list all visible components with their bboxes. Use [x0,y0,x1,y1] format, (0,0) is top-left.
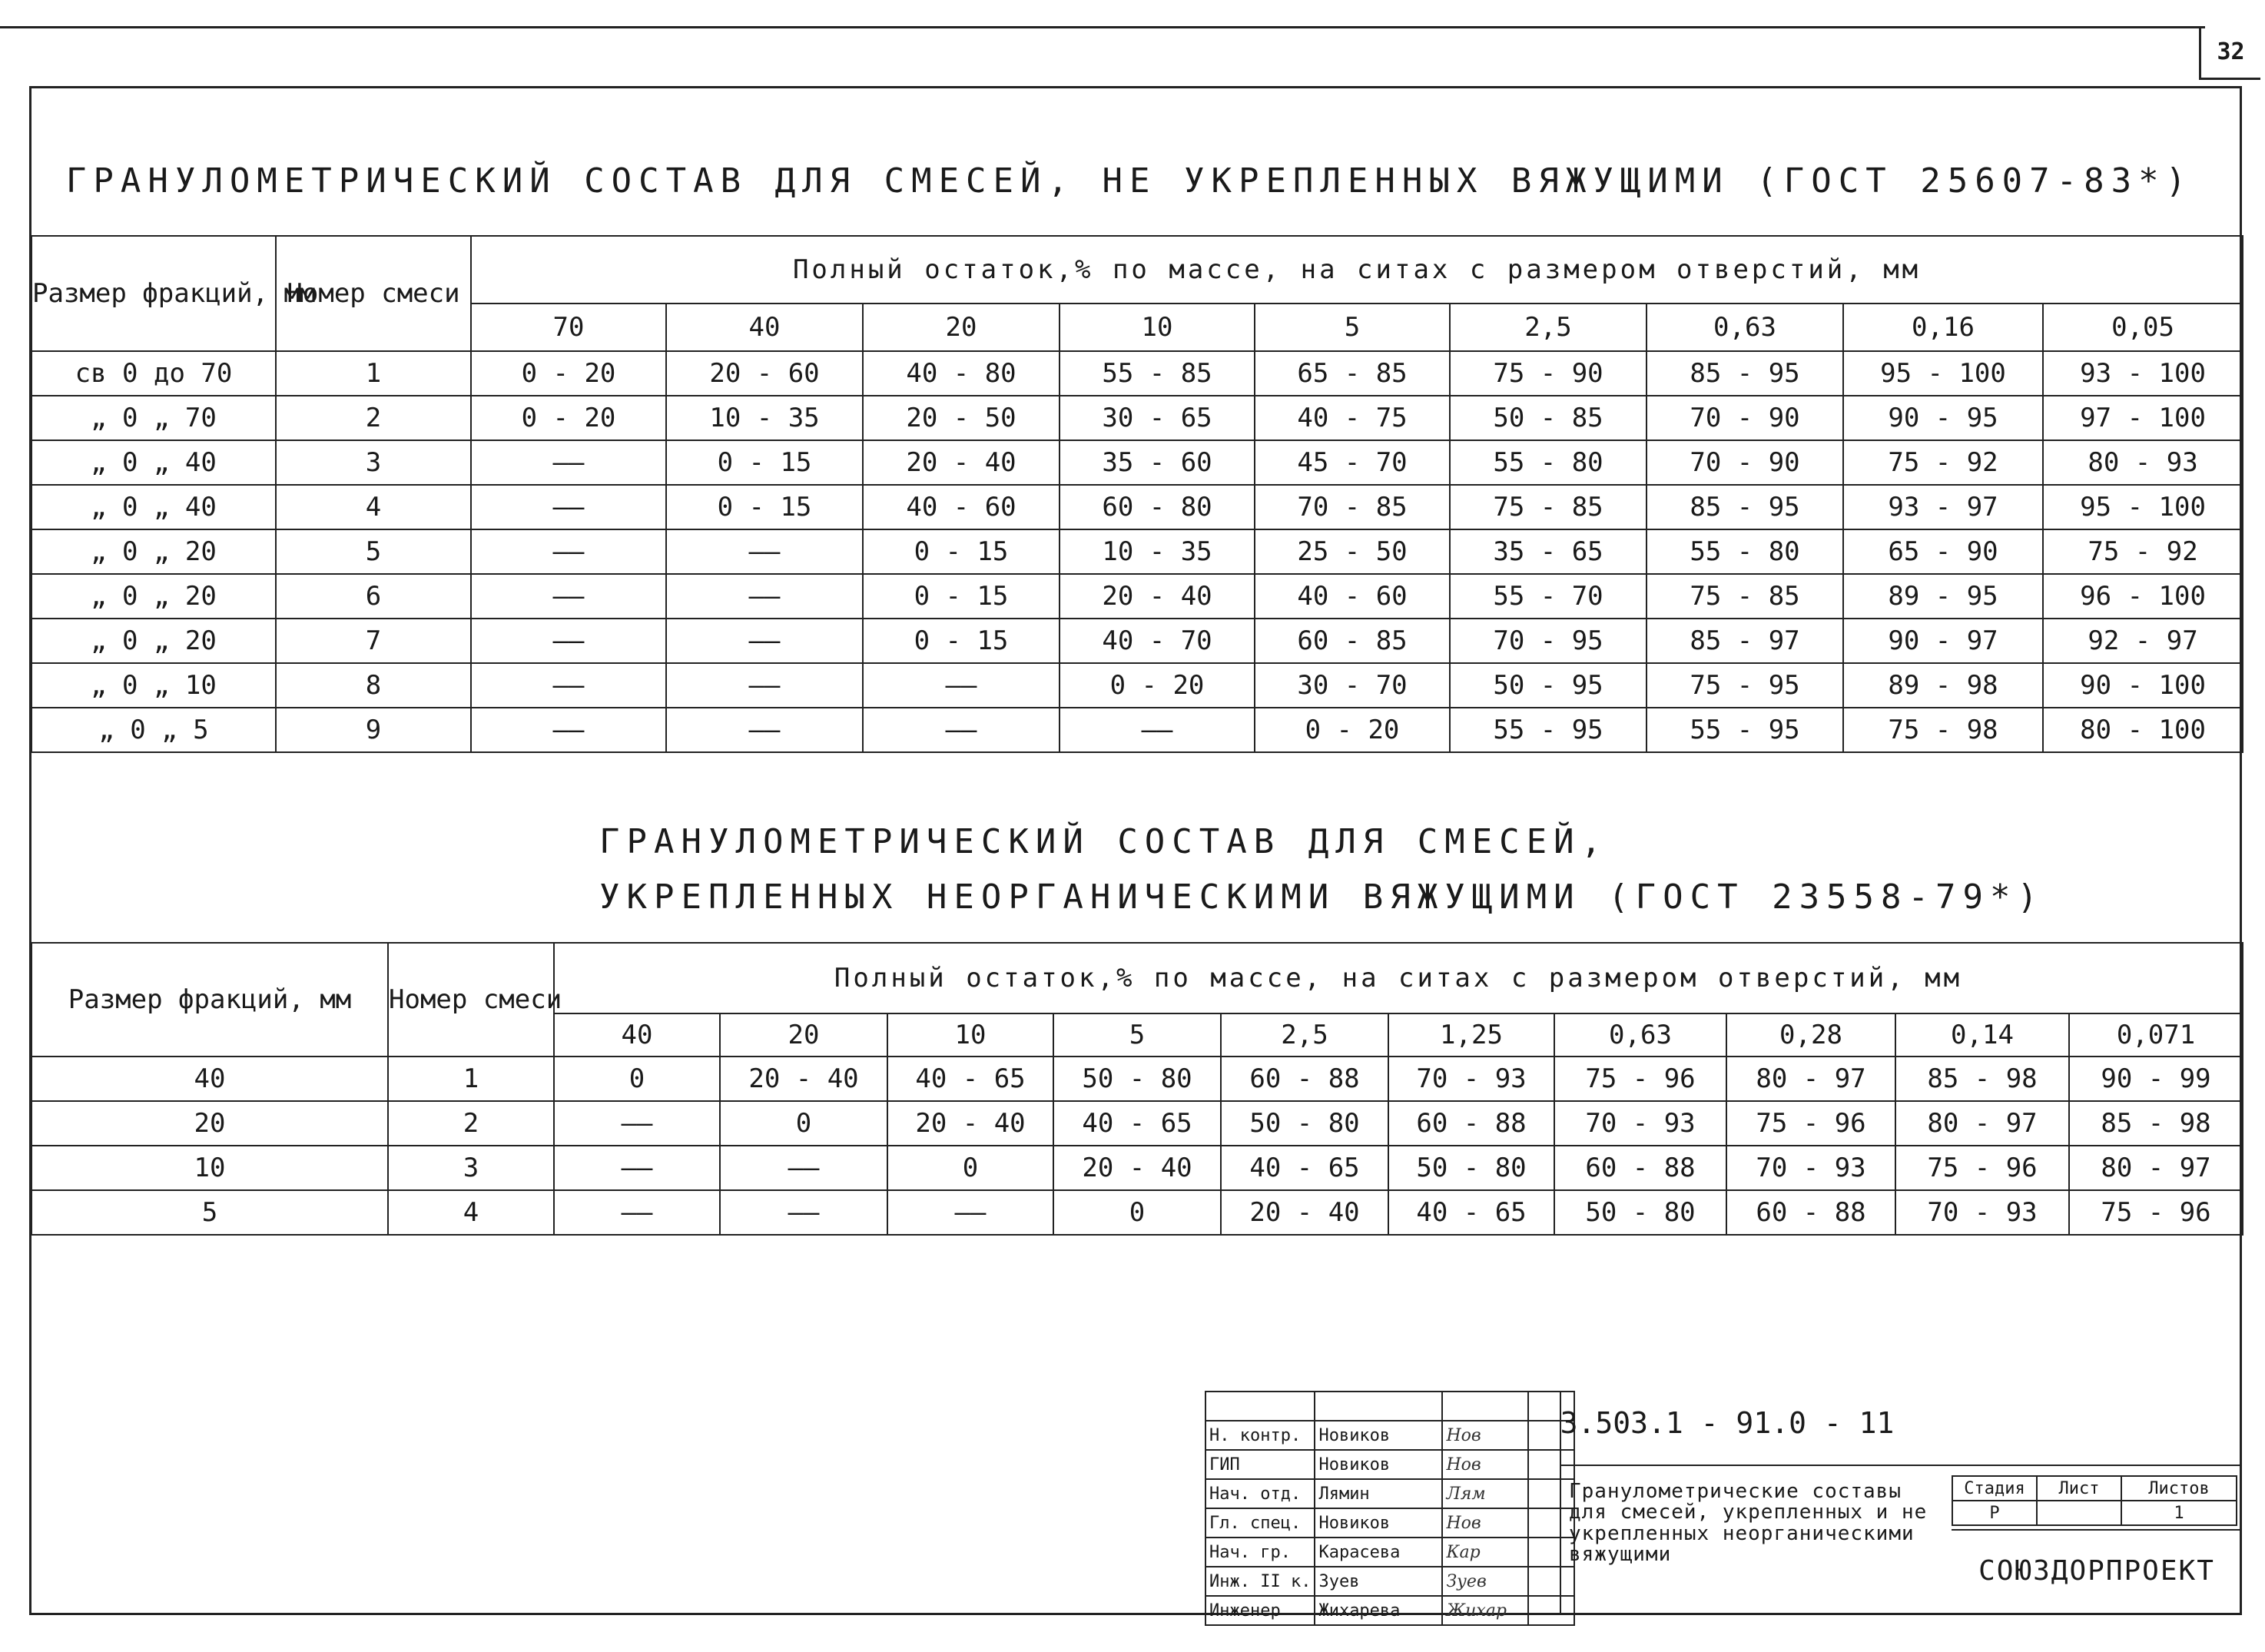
table1-value-cell: 65 - 90 [1843,529,2043,574]
table1-value-cell: 50 - 95 [1450,663,1647,708]
table1-row [32,663,2243,708]
table1-sieve-header: 0,16 [1843,304,2043,351]
table2-value-cell: 75 - 96 [1554,1057,1726,1101]
table1-value-cell: 90 - 97 [1843,619,2043,663]
table1-value-cell: 20 - 60 [666,351,863,396]
table2-value-cell: 75 - 96 [1895,1146,2069,1190]
page-number: 32 [2199,26,2260,80]
table2-size-cell: 40 [32,1057,388,1101]
table1-value-cell: 0 - 15 [863,574,1060,619]
table2-value-cell: 40 - 65 [1388,1190,1554,1235]
table2-mix-cell: 1 [388,1057,554,1101]
table2-value-cell: 70 - 93 [1554,1101,1726,1146]
table2-value-cell: 0 [1053,1190,1221,1235]
title-block-stamp [1205,1391,2242,1620]
stage-value: Р [1952,1501,2037,1525]
table1-value-cell: 0 - 15 [666,485,863,529]
table1-value-cell: 89 - 98 [1843,663,2043,708]
table1-value-cell: 0 - 15 [666,440,863,485]
table1-value-cell: —— [471,619,666,663]
table1-mix-cell: 3 [276,440,471,485]
table1-value-cell: 10 - 35 [666,396,863,440]
signers-table [1205,1391,1575,1626]
signer-role: Инженер [1205,1596,1315,1625]
table1-value-cell: 60 - 80 [1060,485,1255,529]
table1-value-cell: 85 - 95 [1647,485,1843,529]
table1-sieve-header: 10 [1060,304,1255,351]
table1-value-cell: 50 - 85 [1450,396,1647,440]
empty-cell [1442,1392,1528,1421]
table1-row [32,396,2243,440]
table2-value-cell: 60 - 88 [1554,1146,1726,1190]
table1-value-cell: —— [666,663,863,708]
signature: Кар [1442,1538,1528,1567]
table2-value-cell: 50 - 80 [1554,1190,1726,1235]
table2-title-line1: ГРАНУЛОМЕТРИЧЕСКИЙ СОСТАВ ДЛЯ СМЕСЕЙ, [599,822,1609,861]
table1-mix-cell: 6 [276,574,471,619]
table2-size-cell: 10 [32,1146,388,1190]
table1-size-cell: „ 0 „ 20 [32,529,276,574]
table2-row [32,1057,2243,1101]
table1-mix-cell: 7 [276,619,471,663]
table1-value-cell: 96 - 100 [2043,574,2243,619]
table1-value-cell: 20 - 40 [863,440,1060,485]
table1-value-cell: 55 - 95 [1647,708,1843,752]
table2-value-cell: 50 - 80 [1053,1057,1221,1101]
table1-value-cell: —— [471,440,666,485]
table1-value-cell: 0 - 15 [863,619,1060,663]
table2-value-cell: 60 - 88 [1221,1057,1388,1101]
table1-value-cell: —— [666,619,863,663]
top-border-line [0,26,2205,28]
table1-row [32,440,2243,485]
table1-sieve-header: 5 [1255,304,1450,351]
table1-value-cell: 75 - 95 [1647,663,1843,708]
date-cell [1528,1567,1574,1596]
table2-size-cell: 20 [32,1101,388,1146]
table1-value-cell: 45 - 70 [1255,440,1450,485]
signature: Лям [1442,1479,1528,1508]
sheet-value [2037,1501,2121,1525]
table1-row [32,708,2243,752]
table1-value-cell: 0 - 20 [471,351,666,396]
signer-name: Карасева [1315,1538,1442,1567]
table1-value-cell: 70 - 85 [1255,485,1450,529]
table2-header-residue: Полный остаток,% по массе, на ситах с размером отверстий, мм [554,943,2243,1013]
table1-row [32,485,2243,529]
table2-value-cell: 85 - 98 [1895,1057,2069,1101]
organization-name: СОЮЗДОРПРОЕКТ [1952,1529,2242,1611]
table1-value-cell: 55 - 80 [1647,529,1843,574]
table1-value-cell: 55 - 70 [1450,574,1647,619]
table1-header-residue: Полный остаток,% по массе, на ситах с размером отверстий, мм [471,236,2243,304]
date-cell [1528,1479,1574,1508]
table2-value-cell: —— [720,1146,887,1190]
table2-value-cell: 70 - 93 [1388,1057,1554,1101]
table1-size-cell: „ 0 „ 40 [32,485,276,529]
table2-sieve-header: 10 [887,1013,1053,1057]
signer-name: Лямин [1315,1479,1442,1508]
table2-value-cell: 90 - 99 [2069,1057,2243,1101]
table1-row [32,529,2243,574]
table2-value-cell: 80 - 97 [1726,1057,1895,1101]
table1-value-cell: —— [471,708,666,752]
table2-bound-mixes [31,942,2243,1236]
table2-value-cell: 80 - 97 [2069,1146,2243,1190]
table1-value-cell: 35 - 65 [1450,529,1647,574]
table2-value-cell: 75 - 96 [1726,1101,1895,1146]
signer-name: Жихарева [1315,1596,1442,1625]
table1-value-cell: 75 - 90 [1450,351,1647,396]
table1-mix-cell: 5 [276,529,471,574]
table1-value-cell: 70 - 95 [1450,619,1647,663]
table2-value-cell: 40 - 65 [887,1057,1053,1101]
signature: Зуев [1442,1567,1528,1596]
table1-value-cell: 95 - 100 [1843,351,2043,396]
table2-mix-cell: 3 [388,1146,554,1190]
table1-value-cell: 25 - 50 [1255,529,1450,574]
signer-row [1205,1479,1574,1508]
signer-row [1205,1450,1574,1479]
table1-value-cell: 40 - 60 [1255,574,1450,619]
table1-value-cell: 80 - 93 [2043,440,2243,485]
table1-value-cell: 75 - 92 [1843,440,2043,485]
signature: Нов [1442,1508,1528,1538]
signer-row [1205,1508,1574,1538]
table2-sieve-header: 0,28 [1726,1013,1895,1057]
table1-mix-cell: 8 [276,663,471,708]
document-number: 3.503.1 - 91.0 - 11 [1560,1406,1895,1440]
signature: Жихар [1442,1596,1528,1625]
table2-title-line2: УКРЕПЛЕННЫХ НЕОРГАНИЧЕСКИМИ ВЯЖУЩИМИ (ГОСТ 23558-79*) [599,877,2044,917]
signer-role: Инж. II к. [1205,1567,1315,1596]
table2-value-cell: 0 [554,1057,720,1101]
date-cell [1528,1596,1574,1625]
signature: Нов [1442,1421,1528,1450]
table1-value-cell: 90 - 100 [2043,663,2243,708]
table1-sieve-header: 0,05 [2043,304,2243,351]
table1-value-cell: 89 - 95 [1843,574,2043,619]
signer-row [1205,1538,1574,1567]
table1-value-cell: 20 - 50 [863,396,1060,440]
table2-value-cell: 50 - 80 [1388,1146,1554,1190]
table1-value-cell: —— [863,708,1060,752]
table1-value-cell: —— [471,574,666,619]
table2-header-mix: Номер смеси [388,943,554,1057]
signer-role: Н. контр. [1205,1421,1315,1450]
table1-value-cell: —— [471,485,666,529]
table1-value-cell: 60 - 85 [1255,619,1450,663]
table1-value-cell: 10 - 35 [1060,529,1255,574]
table2-value-cell: —— [554,1146,720,1190]
table2-sieve-header: 40 [554,1013,720,1057]
table2-value-cell: 70 - 93 [1895,1190,2069,1235]
table2-value-cell: 60 - 88 [1388,1101,1554,1146]
sheet-description: Гранулометрические составы для смесей, укрепленных и не укрепленных неорганическими вяжущими [1569,1480,1928,1566]
table1-title: ГРАНУЛОМЕТРИЧЕСКИЙ СОСТАВ ДЛЯ СМЕСЕЙ, НЕ УКРЕПЛЕННЫХ ВЯЖУЩИМИ (ГОСТ 25607-83*) [65,161,2194,201]
table2-value-cell: 0 [720,1101,887,1146]
table1-value-cell: 35 - 60 [1060,440,1255,485]
date-cell [1528,1508,1574,1538]
table1-value-cell: 93 - 97 [1843,485,2043,529]
table1-value-cell: —— [863,663,1060,708]
table1-value-cell: 80 - 100 [2043,708,2243,752]
table1-mix-cell: 9 [276,708,471,752]
sheet-label: Лист [2037,1476,2121,1501]
table1-value-cell: 95 - 100 [2043,485,2243,529]
table2-mix-cell: 2 [388,1101,554,1146]
table1-value-cell: 85 - 97 [1647,619,1843,663]
table1-size-cell: „ 0 „ 5 [32,708,276,752]
table1-value-cell: 0 - 20 [1255,708,1450,752]
table2-sieve-header: 0,63 [1554,1013,1726,1057]
table1-size-cell: „ 0 „ 70 [32,396,276,440]
date-cell [1528,1538,1574,1567]
empty-cell [1205,1392,1315,1421]
table1-size-cell: „ 0 „ 10 [32,663,276,708]
table2-sieve-header: 1,25 [1388,1013,1554,1057]
table1-sieve-header: 0,63 [1647,304,1843,351]
table1-value-cell: 40 - 75 [1255,396,1450,440]
table1-mix-cell: 4 [276,485,471,529]
table2-sieve-header: 0,14 [1895,1013,2069,1057]
table1-value-cell: 75 - 85 [1647,574,1843,619]
table2-value-cell: 70 - 93 [1726,1146,1895,1190]
table1-value-cell: 70 - 90 [1647,396,1843,440]
table1-value-cell: —— [666,574,863,619]
table2-row [32,1146,2243,1190]
table1-value-cell: 70 - 90 [1647,440,1843,485]
table1-header-size: Размер фракций, мм [32,236,276,351]
signer-role: Нач. отд. [1205,1479,1315,1508]
signer-name: Зуев [1315,1567,1442,1596]
table1-value-cell: 40 - 70 [1060,619,1255,663]
table1-size-cell: „ 0 „ 20 [32,619,276,663]
table1-value-cell: —— [471,663,666,708]
table2-size-cell: 5 [32,1190,388,1235]
signer-name: Новиков [1315,1450,1442,1479]
signer-role: Нач. гр. [1205,1538,1315,1567]
table1-sieve-header: 2,5 [1450,304,1647,351]
table1-value-cell: 40 - 80 [863,351,1060,396]
signer-name: Новиков [1315,1421,1442,1450]
table2-row [32,1101,2243,1146]
table1-size-cell: „ 0 „ 40 [32,440,276,485]
table1-sieve-header: 70 [471,304,666,351]
table2-value-cell: —— [887,1190,1053,1235]
table1-value-cell: 75 - 98 [1843,708,2043,752]
table1-value-cell: 65 - 85 [1255,351,1450,396]
table1-value-cell: 0 - 15 [863,529,1060,574]
table1-value-cell: 20 - 40 [1060,574,1255,619]
table1-unbound-mixes [31,235,2243,753]
table1-sieve-header: 40 [666,304,863,351]
table1-value-cell: —— [666,529,863,574]
table2-value-cell: 40 - 65 [1221,1146,1388,1190]
table2-row [32,1190,2243,1235]
table2-value-cell: 50 - 80 [1221,1101,1388,1146]
table1-value-cell: —— [1060,708,1255,752]
sheets-value: 1 [2121,1501,2237,1525]
table1-value-cell: 93 - 100 [2043,351,2243,396]
table1-value-cell: 0 - 20 [471,396,666,440]
table1-value-cell: 55 - 95 [1450,708,1647,752]
table2-value-cell: 80 - 97 [1895,1101,2069,1146]
stage-table [1952,1475,2237,1526]
table1-value-cell: 92 - 97 [2043,619,2243,663]
table1-row [32,574,2243,619]
signer-role: ГИП [1205,1450,1315,1479]
table2-value-cell: 85 - 98 [2069,1101,2243,1146]
table1-value-cell: 40 - 60 [863,485,1060,529]
table2-value-cell: —— [554,1101,720,1146]
table2-value-cell: 20 - 40 [720,1057,887,1101]
table2-sieve-header: 5 [1053,1013,1221,1057]
signer-row [1205,1596,1574,1625]
table1-value-cell: 85 - 95 [1647,351,1843,396]
table1-value-cell: 30 - 65 [1060,396,1255,440]
table1-value-cell: —— [471,529,666,574]
table1-size-cell: „ 0 „ 20 [32,574,276,619]
table2-value-cell: —— [720,1190,887,1235]
signer-role: Гл. спец. [1205,1508,1315,1538]
empty-cell [1315,1392,1442,1421]
table1-value-cell: 30 - 70 [1255,663,1450,708]
table1-sieve-header: 20 [863,304,1060,351]
table1-size-cell: св 0 до 70 [32,351,276,396]
table1-header-mix: Номер смеси [276,236,471,351]
signer-row [1205,1567,1574,1596]
table2-value-cell: 20 - 40 [1221,1190,1388,1235]
signature: Нов [1442,1450,1528,1479]
signer-name: Новиков [1315,1508,1442,1538]
table1-value-cell: 55 - 80 [1450,440,1647,485]
table1-value-cell: 0 - 20 [1060,663,1255,708]
table2-value-cell: 75 - 96 [2069,1190,2243,1235]
table2-value-cell: 20 - 40 [887,1101,1053,1146]
table1-value-cell: 97 - 100 [2043,396,2243,440]
table1-row [32,351,2243,396]
table2-value-cell: 20 - 40 [1053,1146,1221,1190]
table1-value-cell: —— [666,708,863,752]
table1-mix-cell: 2 [276,396,471,440]
table2-sieve-header: 2,5 [1221,1013,1388,1057]
table2-value-cell: 0 [887,1146,1053,1190]
table2-mix-cell: 4 [388,1190,554,1235]
table2-header-size: Размер фракций, мм [32,943,388,1057]
stage-label: Стадия [1952,1476,2037,1501]
table1-value-cell: 55 - 85 [1060,351,1255,396]
table1-value-cell: 75 - 92 [2043,529,2243,574]
table2-sieve-header: 20 [720,1013,887,1057]
sheets-label: Листов [2121,1476,2237,1501]
signer-row [1205,1421,1574,1450]
table1-mix-cell: 1 [276,351,471,396]
table1-value-cell: 90 - 95 [1843,396,2043,440]
table1-row [32,619,2243,663]
table2-value-cell: —— [554,1190,720,1235]
table2-value-cell: 40 - 65 [1053,1101,1221,1146]
table1-value-cell: 75 - 85 [1450,485,1647,529]
table2-value-cell: 60 - 88 [1726,1190,1895,1235]
table2-sieve-header: 0,071 [2069,1013,2243,1057]
